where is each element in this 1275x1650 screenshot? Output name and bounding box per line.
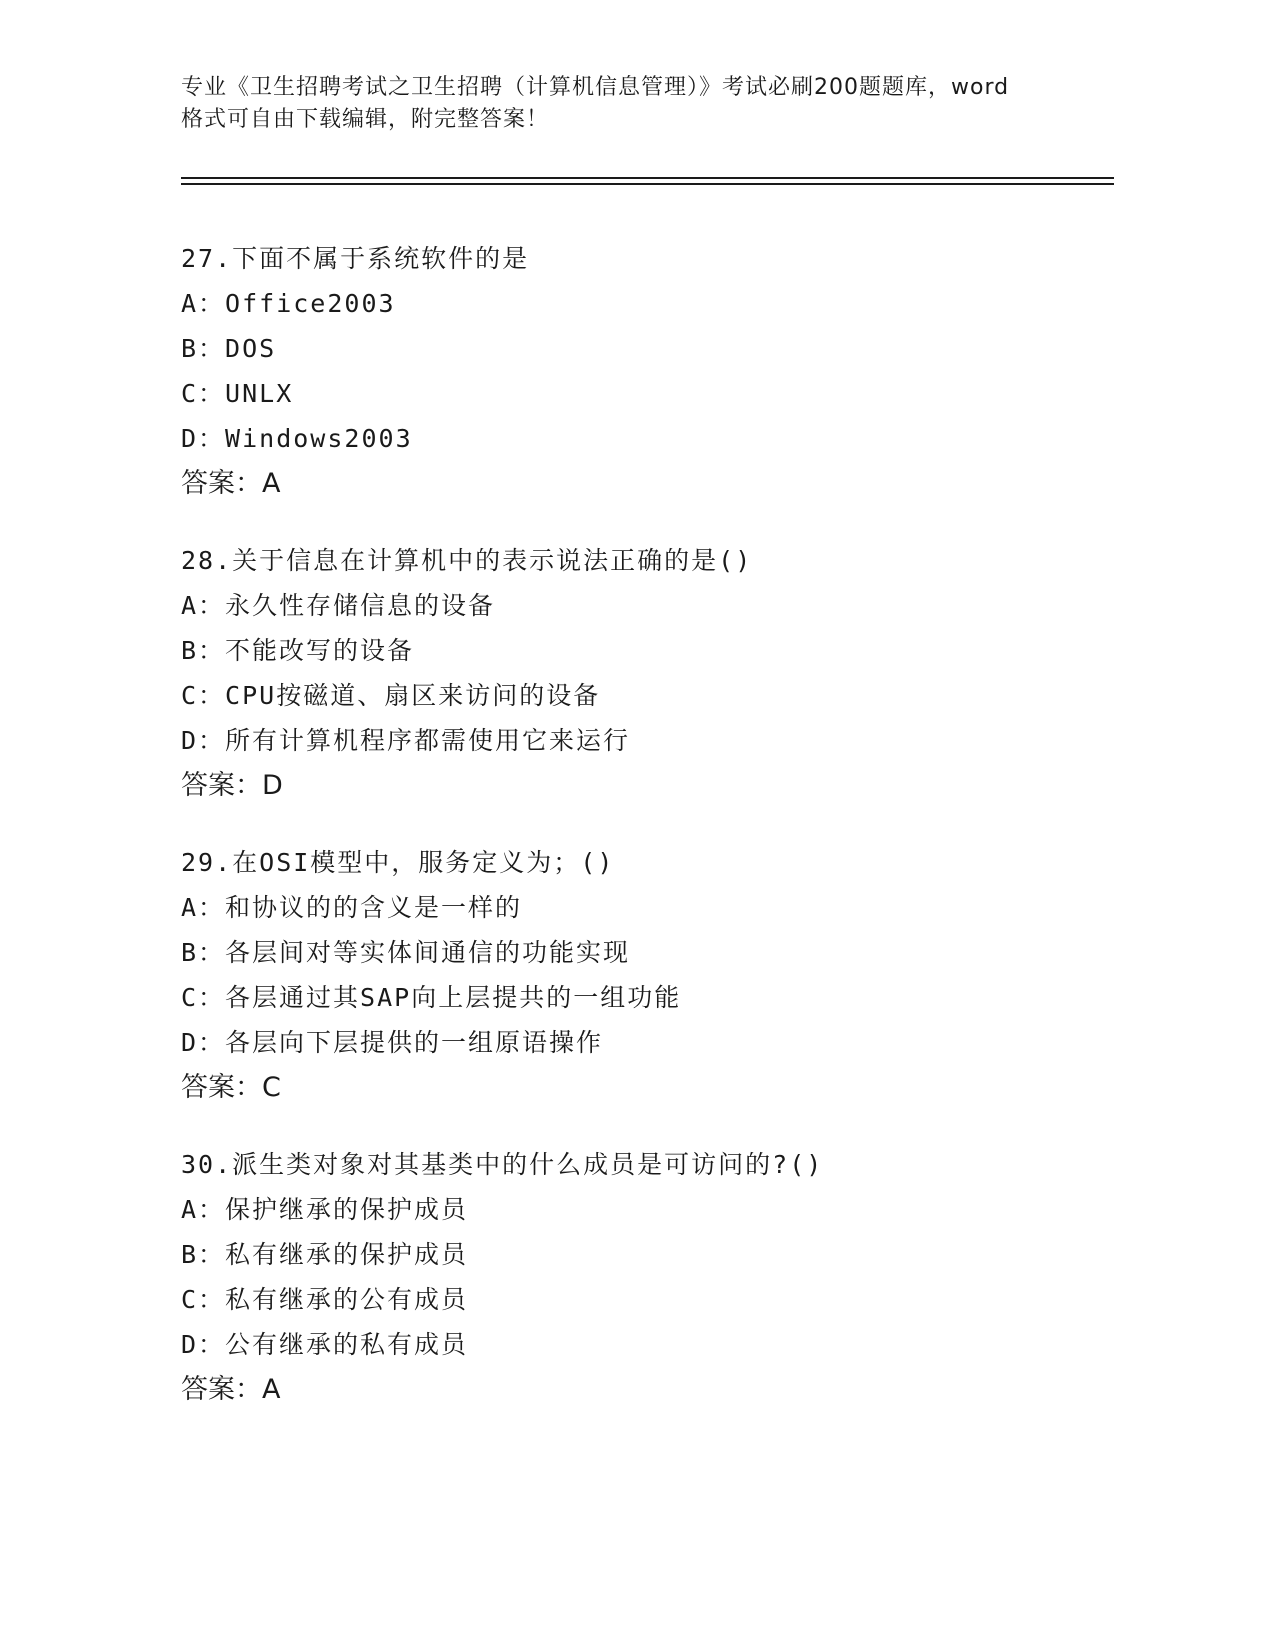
option-b: B：DOS bbox=[181, 334, 277, 363]
question-28 bbox=[181, 538, 1121, 809]
question-27 bbox=[181, 236, 1121, 507]
header-line-1: 专业《卫生招聘考试之卫生招聘（计算机信息管理）》考试必刷200题题库，word bbox=[181, 75, 1010, 100]
option-b: B：私有继承的保护成员 bbox=[181, 1240, 469, 1269]
option-d: D：所有计算机程序都需使用它来运行 bbox=[181, 726, 631, 755]
option-b: B：各层间对等实体间通信的功能实现 bbox=[181, 938, 631, 967]
answer-label: 答案：A bbox=[181, 1374, 281, 1405]
document-header bbox=[181, 72, 1061, 136]
option-d: D：Windows2003 bbox=[181, 424, 413, 453]
header-divider-bottom bbox=[181, 183, 1114, 185]
option-b: B：不能改写的设备 bbox=[181, 636, 415, 665]
option-a: A：Office2003 bbox=[181, 289, 396, 318]
option-c: C：UNLX bbox=[181, 379, 294, 408]
answer-label: 答案：A bbox=[181, 468, 281, 499]
option-d: D：各层向下层提供的一组原语操作 bbox=[181, 1028, 604, 1057]
question-29 bbox=[181, 840, 1121, 1111]
option-d: D：公有继承的私有成员 bbox=[181, 1330, 469, 1359]
header-line-2: 格式可自由下载编辑，附完整答案！ bbox=[181, 107, 550, 132]
option-a: A：和协议的的含义是一样的 bbox=[181, 893, 523, 922]
answer-label: 答案：D bbox=[181, 770, 283, 801]
question-list bbox=[181, 236, 1121, 1444]
question-stem: 30.派生类对象对其基类中的什么成员是可访问的?() bbox=[181, 1150, 824, 1179]
option-a: A：永久性存储信息的设备 bbox=[181, 591, 496, 620]
question-stem: 29.在OSI模型中，服务定义为；() bbox=[181, 848, 615, 877]
question-stem: 27.下面不属于系统软件的是 bbox=[181, 244, 530, 273]
header-divider-top bbox=[181, 177, 1114, 179]
option-c: C：私有继承的公有成员 bbox=[181, 1285, 469, 1314]
question-stem: 28.关于信息在计算机中的表示说法正确的是() bbox=[181, 546, 753, 575]
answer-label: 答案：C bbox=[181, 1072, 281, 1103]
question-30 bbox=[181, 1142, 1121, 1413]
option-c: C：各层通过其SAP向上层提共的一组功能 bbox=[181, 983, 682, 1012]
option-c: C：CPU按磁道、扇区来访问的设备 bbox=[181, 681, 601, 710]
option-a: A：保护继承的保护成员 bbox=[181, 1195, 469, 1224]
